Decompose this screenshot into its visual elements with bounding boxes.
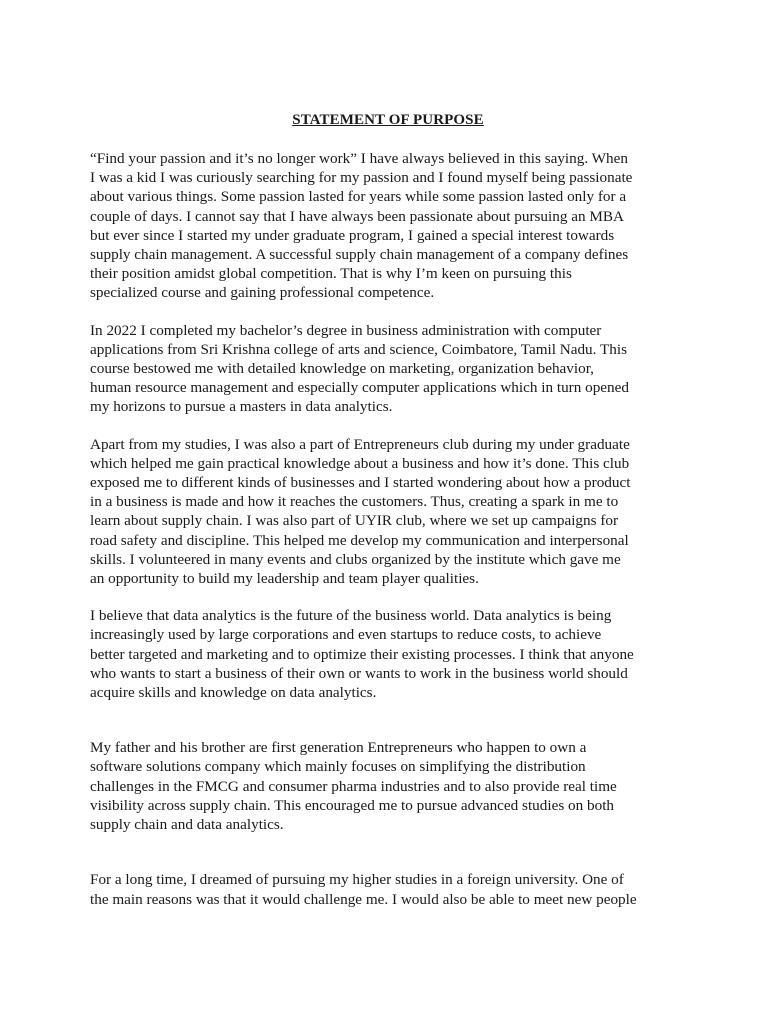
text-line: visibility across supply chain. This encouraged me to pursue advanced studies on both <box>90 796 615 814</box>
text-line: Apart from my studies, I was also a part of Entrepreneurs club during my under graduate <box>90 435 630 453</box>
text-line: learn about supply chain. I was also part of UYIR club, where we set up campaigns for <box>90 512 619 530</box>
text-line: I was a kid I was curiously searching for my passion and I found myself being passionate <box>90 169 633 187</box>
paragraph-activities <box>90 435 686 589</box>
document-page <box>90 110 686 909</box>
text-line: exposed me to different kinds of businesses and I started wondering about how a product <box>90 474 631 492</box>
text-line: supply chain management. A successful supply chain management of a company defines <box>90 246 629 264</box>
text-line: My father and his brother are first generation Entrepreneurs who happen to own a <box>90 739 587 757</box>
text-line: my horizons to pursue a masters in data analytics. <box>90 398 393 416</box>
text-line: an opportunity to build my leadership and team player qualities. <box>90 570 479 588</box>
text-line: but ever since I started my under graduate program, I gained a special interest towards <box>90 226 615 244</box>
text-line: their position amidst global competition. That is why I’m keen on pursuing this <box>90 265 572 283</box>
text-line: course bestowed me with detailed knowledge on marketing, organization behavior, <box>90 360 594 378</box>
paragraph-passion <box>90 149 686 303</box>
text-line: in a business is made and how it reaches the customers. Thus, creating a spark in me to <box>90 493 619 511</box>
text-line: better targeted and marketing and to optimize their existing processes. I think that anyone <box>90 645 634 663</box>
paragraph-spacer <box>90 702 686 738</box>
paragraph-family <box>90 738 686 834</box>
text-line: software solutions company which mainly focuses on simplifying the distribution <box>90 758 586 776</box>
text-line: challenges in the FMCG and consumer pharma industries and to also provide real time <box>90 777 617 795</box>
text-line: road safety and discipline. This helped me develop my communication and interpersonal <box>90 531 629 549</box>
paragraph-data-analytics <box>90 606 686 702</box>
text-line: who wants to start a business of their own or wants to work in the business world should <box>90 664 628 682</box>
text-line: about various things. Some passion lasted for years while some passion lasted only for a <box>90 188 627 206</box>
document-title: STATEMENT OF PURPOSE <box>292 112 484 128</box>
text-line: “Find your passion and it’s no longer work” I have always believed in this saying. When <box>90 150 628 167</box>
text-line: couple of days. I cannot say that I have always been passionate about pursuing an MBA <box>90 207 624 225</box>
text-line: acquire skills and knowledge on data analytics. <box>90 684 377 702</box>
text-line: supply chain and data analytics. <box>90 816 284 834</box>
paragraph-spacer <box>90 417 686 435</box>
paragraph-education <box>90 321 686 417</box>
paragraph-spacer <box>90 588 686 606</box>
text-line: applications from Sri Krishna college of arts and science, Coimbatore, Tamil Nadu. This <box>90 340 627 358</box>
text-line: skills. I volunteered in many events and clubs organized by the institute which gave me <box>90 550 621 568</box>
text-line: human resource management and especially computer applications which in turn opened <box>90 379 629 397</box>
text-line: which helped me gain practical knowledge about a business and how it’s done. This club <box>90 454 630 472</box>
text-line: the main reasons was that it would challenge me. I would also be able to meet new people <box>90 890 637 908</box>
text-line: For a long time, I dreamed of pursuing my higher studies in a foreign university. One of <box>90 871 624 889</box>
paragraph-study-abroad <box>90 870 686 908</box>
paragraph-spacer <box>90 303 686 321</box>
text-line: I believe that data analytics is the future of the business world. Data analytics is being <box>90 607 612 625</box>
text-line: In 2022 I completed my bachelor’s degree in business administration with computer <box>90 321 602 339</box>
text-line: specialized course and gaining professional competence. <box>90 284 435 302</box>
text-line: increasingly used by large corporations and even startups to reduce costs, to achieve <box>90 626 602 644</box>
paragraph-spacer <box>90 834 686 870</box>
